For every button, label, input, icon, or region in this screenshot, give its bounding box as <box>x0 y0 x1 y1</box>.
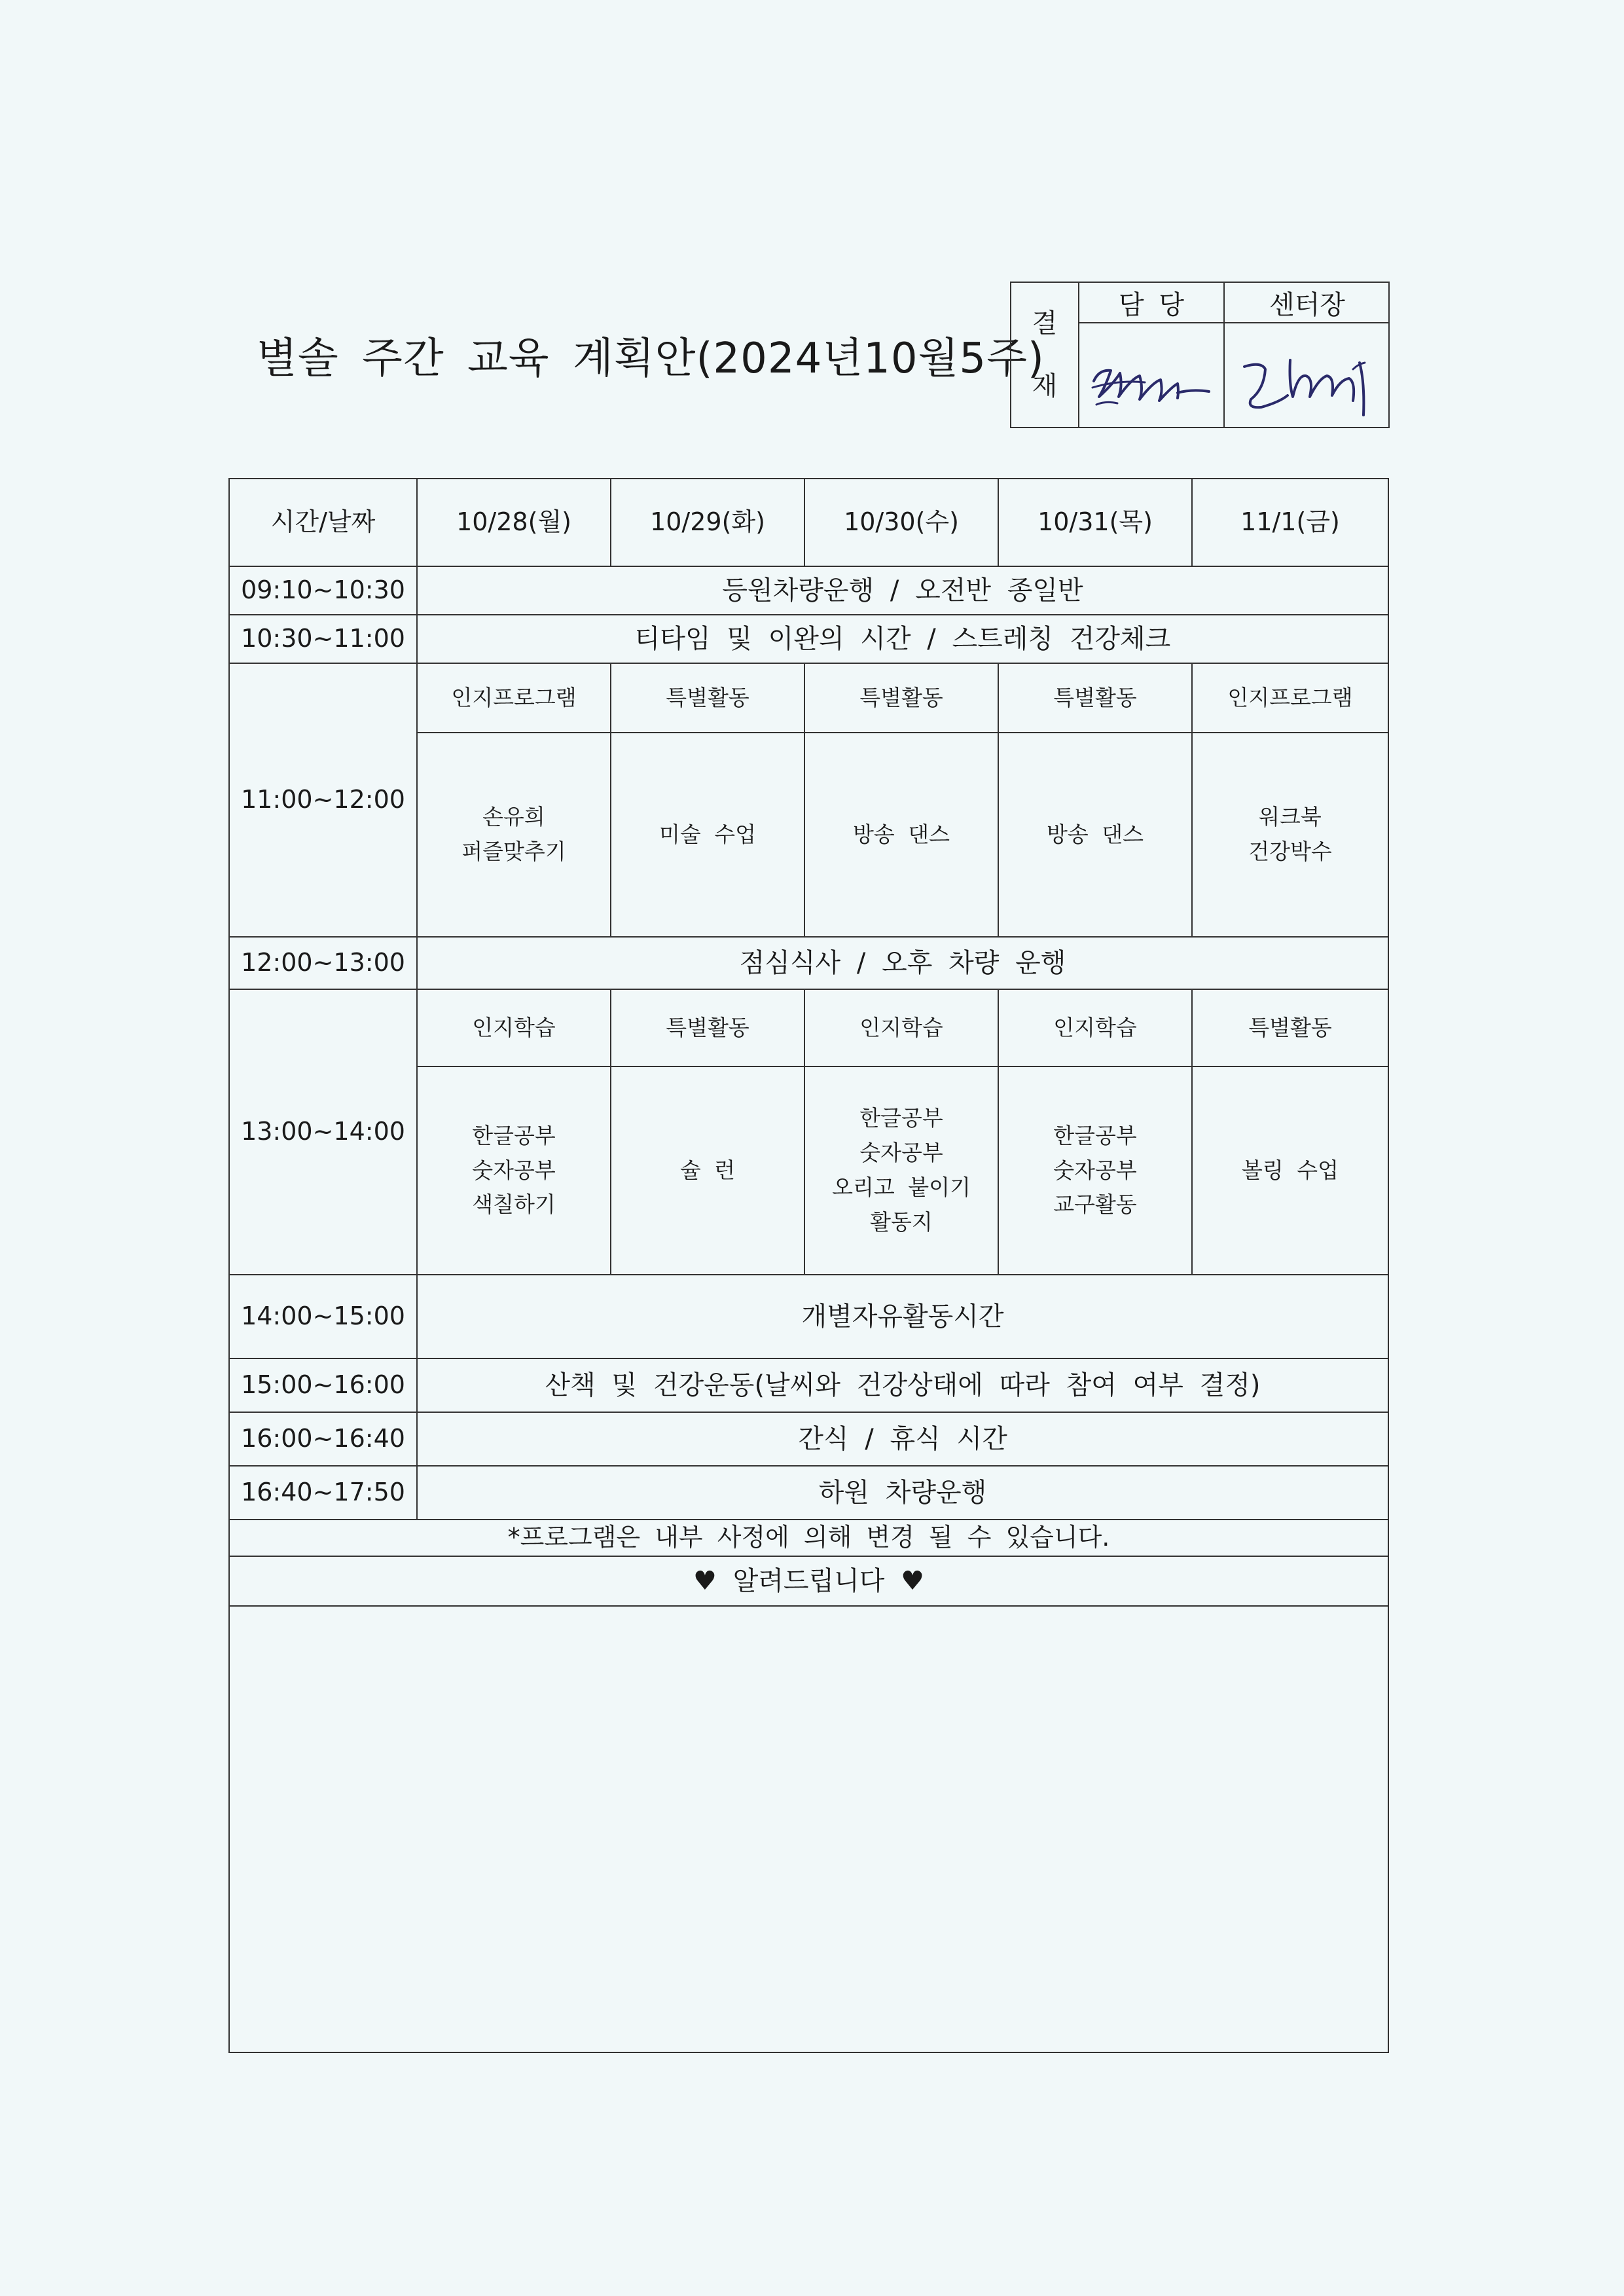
schedule-cell: 점심식사 / 오후 차량 운행 <box>417 937 1388 989</box>
approval-director-label: 센터장 <box>1225 283 1390 323</box>
table-row <box>229 1412 1388 1466</box>
approval-manager-label: 담 당 <box>1079 283 1225 323</box>
approval-side-bottom: 재 <box>1032 371 1058 401</box>
activity-line: 한글공부 <box>472 1122 556 1148</box>
category-cell: 특별활동 <box>804 663 998 733</box>
weekly-schedule-table <box>228 478 1389 2053</box>
category-cell: 인지학습 <box>804 989 998 1066</box>
time-cell: 16:40~17:50 <box>229 1466 417 1520</box>
note-row <box>229 1520 1388 1556</box>
activity-cell <box>417 733 611 937</box>
time-cell: 12:00~13:00 <box>229 937 417 989</box>
activity-cell <box>1192 1066 1388 1275</box>
approval-box <box>1010 282 1390 428</box>
activity-line: 숫자공부 <box>1053 1157 1137 1183</box>
activity-cell <box>417 1066 611 1275</box>
time-cell: 16:00~16:40 <box>229 1412 417 1466</box>
time-date-header: 시간/날짜 <box>229 479 417 566</box>
category-cell: 인지학습 <box>998 989 1192 1066</box>
schedule-cell: 간식 / 휴식 시간 <box>417 1412 1388 1466</box>
heart-icon: ♥ <box>693 1566 717 1596</box>
category-row <box>229 663 1388 733</box>
activity-cell <box>804 733 998 937</box>
director-signature-cell <box>1225 323 1390 428</box>
time-cell: 09:10~10:30 <box>229 566 417 615</box>
schedule-cell: 티타임 및 이완의 시간 / 스트레칭 건강체크 <box>417 615 1388 663</box>
time-cell: 14:00~15:00 <box>229 1275 417 1358</box>
activity-cell <box>804 1066 998 1275</box>
activity-cell <box>998 733 1192 937</box>
notice-heading-cell <box>229 1556 1388 1606</box>
approval-side-label <box>1011 283 1079 427</box>
activity-line: 숫자공부 <box>472 1157 556 1183</box>
time-cell: 13:00~14:00 <box>229 989 417 1275</box>
category-cell: 인지프로그램 <box>1192 663 1388 733</box>
activity-cell <box>998 1066 1192 1275</box>
category-cell: 인지학습 <box>417 989 611 1066</box>
activity-line: 워크북 <box>1259 804 1322 830</box>
category-cell: 특별활동 <box>998 663 1192 733</box>
table-row <box>229 615 1388 663</box>
time-cell: 10:30~11:00 <box>229 615 417 663</box>
activity-cell <box>611 733 804 937</box>
activity-line: 교구활동 <box>1053 1192 1137 1218</box>
category-cell: 인지프로그램 <box>417 663 611 733</box>
manager-signature-cell <box>1079 323 1225 428</box>
category-cell: 특별활동 <box>611 989 804 1066</box>
activity-line: 숫자공부 <box>859 1140 943 1166</box>
activity-cell <box>1192 733 1388 937</box>
activity-line: 손유희 <box>482 804 545 830</box>
activity-line: 방송 댄스 <box>1046 821 1144 847</box>
notice-heading: 알려드립니다 <box>732 1566 885 1596</box>
activity-line: 볼링 수업 <box>1241 1157 1339 1183</box>
time-cell: 11:00~12:00 <box>229 663 417 937</box>
day-header-mon: 10/28(월) <box>417 479 611 566</box>
heart-icon: ♥ <box>901 1566 924 1596</box>
activity-line: 미술 수업 <box>659 821 756 847</box>
category-cell: 특별활동 <box>611 663 804 733</box>
table-row <box>229 1466 1388 1520</box>
table-row <box>229 1275 1388 1358</box>
time-cell: 15:00~16:00 <box>229 1358 417 1412</box>
director-signature-icon <box>1225 323 1387 427</box>
notice-body-row <box>229 1606 1388 2052</box>
activity-line: 한글공부 <box>859 1105 943 1131</box>
approval-side-top: 결 <box>1032 308 1058 338</box>
day-header-thu: 10/31(목) <box>998 479 1192 566</box>
category-cell: 특별활동 <box>1192 989 1388 1066</box>
activity-line: 색칠하기 <box>472 1192 556 1218</box>
activity-line: 슐 런 <box>679 1157 736 1183</box>
table-row <box>229 1358 1388 1412</box>
day-header-fri: 11/1(금) <box>1192 479 1388 566</box>
activity-line: 한글공부 <box>1053 1122 1137 1148</box>
notice-body-cell <box>229 1606 1388 2052</box>
activity-cell <box>611 1066 804 1275</box>
table-header-row <box>229 479 1388 566</box>
notice-heading-row <box>229 1556 1388 1606</box>
schedule-cell: 산책 및 건강운동(날씨와 건강상태에 따라 참여 여부 결정) <box>417 1358 1388 1412</box>
schedule-cell: 하원 차량운행 <box>417 1466 1388 1520</box>
category-row <box>229 989 1388 1066</box>
activity-line: 방송 댄스 <box>852 821 950 847</box>
schedule-cell: 개별자유활동시간 <box>417 1275 1388 1358</box>
table-row <box>229 566 1388 615</box>
manager-signature-icon <box>1079 323 1222 427</box>
activity-line: 퍼즐맞추기 <box>461 839 566 864</box>
day-header-wed: 10/30(수) <box>804 479 998 566</box>
change-notice: *프로그램은 내부 사정에 의해 변경 될 수 있습니다. <box>229 1520 1388 1556</box>
page-title: 별솔 주간 교육 계획안(2024년10월5주) <box>257 335 1045 383</box>
day-header-tue: 10/29(화) <box>611 479 804 566</box>
activity-line: 활동지 <box>870 1209 933 1235</box>
activity-line: 건강박수 <box>1248 839 1332 864</box>
activity-line: 오리고 붙이기 <box>832 1175 971 1200</box>
table-row <box>229 937 1388 989</box>
schedule-cell: 등원차량운행 / 오전반 종일반 <box>417 566 1388 615</box>
